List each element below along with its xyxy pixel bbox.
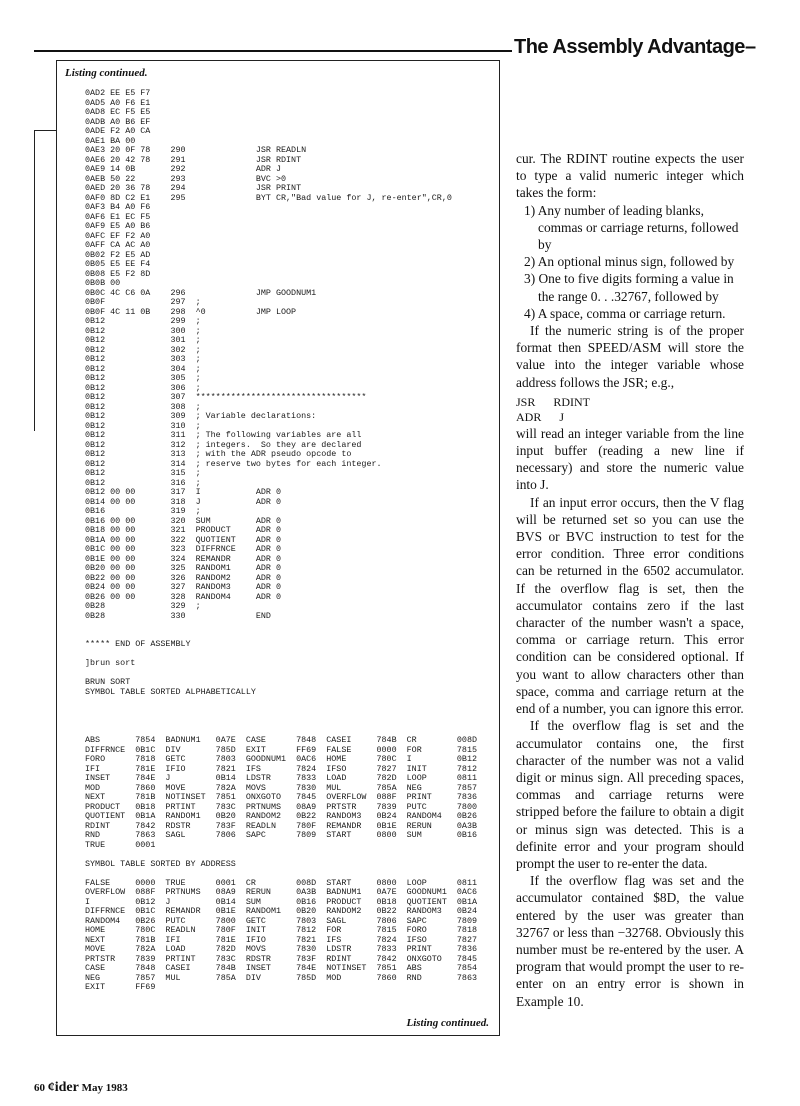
- article-paragraph: If the overflow flag was set and the accumulator contained $8D, the value entered by the user was greater than 32767 or less than −32768. Obviously this number must be re-entered by the user. A program that would prompt the user to re-enter on an entry error is shown in Example 10.: [516, 873, 744, 1009]
- list-item: 3) One to five digits forming a value in the range 0. . .32767, followed by: [524, 271, 734, 304]
- article-paragraph: will read an integer variable from the line input buffer (reading a new line if necessary) and store the numeric value into J.: [516, 425, 744, 493]
- header-rule: [34, 50, 512, 52]
- page-number: 60: [34, 1082, 45, 1094]
- listing-caption-top: Listing continued.: [65, 67, 148, 79]
- article-column: [516, 150, 744, 1010]
- article-paragraph: cur. The RDINT routine expects the user to type a valid numeric integer which takes the form:: [516, 151, 744, 201]
- symbol-tables: ABS 7854 BADNUM1 0A7E CASE 7848 CASEI 784B CR 008D DIFFRNCE 0B1C DIV 785D EXIT FF69 FALSE 0000 FOR 7815 FORO 7818 GETC 7803 GOODNUM1 0AC6 HOME 780C I 0B12 IFI 781E IFIO 7821 IFS 7824 IFSO 7827 INIT 7812 INSET 784E J 0B14 LDSTR 7833 LOAD 782D LOOP 0811 MOD 7860 MOVE 782A MOVS 7830 MUL 785A NEG 7857 NEXT 781B NOTINSET 7851 ONXGOTO 7845 OVERFLOW 088F PRINT 7836 PRODUCT 0B18 PRTINT 783C PRTNUMS 08A9 PRTSTR 7839 PUTC 7800 QUOTIENT 0B1A RANDOM1 0B20 RANDOM2 0B22 RANDOM3 0B24 RANDOM4 0B26 RDINT 7842 RDSTR 783F READLN 780F REMANDR 0B1E RERUN 0A3B RND 7863 SAGL 7806 SAPC 7809 START 0800 SUM 0B16 TRUE 0001 SYMBOL TABLE SORTED BY ADDRESS FALSE 0000 TRUE 0001 CR 008D START 0800 LOOP 0811 OVERFLOW 088F PRTNUMS 08A9 RERUN 0A3B BADNUM1 0A7E GOODNUM1 0AC6 I 0B12 J 0B14 SUM 0B16 PRODUCT 0B18 QUOTIENT 0B1A DIFFRNCE 0B1C REMANDR 0B1E RANDOM1 0B20 RANDOM2 0B22 RANDOM3 0B24 RANDOM4 0B26 PUTC 7800 GETC 7803 SAGL 7806 SAPC 7809 HOME 780C READLN 780F INIT 7812 FOR 7815 FORO 7818 NEXT 781B IFI 781E IFIO 7821 IFS 7824 IFSO 7827 MOVE 782A LOAD 782D MOVS 7830 LDSTR 7833 PRINT 7836 PRTSTR 7839 PRTINT 783C RDSTR 783F RDINT 7842 ONXGOTO 7845 CASE 7848 CASEI 784B INSET 784E NOTINSET 7851 ABS 7854 NEG 7857 MUL 785A DIV 785D MOD 7860 RND 7863 EXIT FF69: [85, 735, 478, 992]
- listing-box: [56, 60, 500, 1036]
- list-item: 1) Any number of leading blanks, commas or carriage returns, followed by: [524, 202, 739, 253]
- article-paragraph: If the overflow flag is set and the accumulator contains one, the first character of the number was not a valid digit or minus sign. All preceding spaces, commas and carriage returns were stripped before the failure to obtain a digit or minus sign was detected. This is a definite error and your program should prompt the user to re-enter the data.: [516, 718, 744, 871]
- issue-date: May 1983: [81, 1082, 128, 1094]
- article-paragraph: If an input error occurs, then the V flag will be returned set so you can use the BVS or BVC instruction to test for the error condition. Three error conditions can be returned in the 6502 accumulator. If the overflow flag is set, then the accumulator contains zero if the last character of the number wasn't a space, comma or carriage return. This error condition can be considered optional. If you want to allow characters other than space, comma and carriage return at the end of a number, you can ignore this error.: [516, 494, 744, 717]
- list-item: 2) An optional minus sign, followed by: [524, 254, 735, 270]
- header-title-text: The Assembly Advantage: [514, 36, 745, 58]
- input-format-list: [516, 202, 744, 322]
- magazine-logo: ¢ider: [47, 1080, 79, 1095]
- asm-example: JSR RDINT ADR J: [516, 394, 591, 424]
- assembly-listing: 0AD2 EE E5 F7 0AD5 A0 F6 E1 0AD8 EC F5 E5 0ADB A0 B6 EF 0ADE F2 A0 CA 0AE1 BA 00 0AE3 20 0F 78 290 JSR READLN 0AE6 20 42 78 291 JSR RDINT 0AE9 14 0B 292 ADR J 0AEB 50 22 293 BVC >0 0AED 20 36 78 294 JSR PRINT 0AF0 8D C2 E1 295 BYT CR,"Bad value for J, re-enter",CR,0 0AF3 B4 A0 F6 0AF6 E1 EC F5 0AF9 E5 A0 B6 0AFC EF F2 A0 0AFF CA AC A0 0B02 F2 E5 AD 0B05 E5 EE F4 0B08 E5 F2 8D 0B0B 00 0B0C 4C C6 0A 296 JMP GOODNUM1 0B0F 297 ; 0B0F 4C 11 0B 298 ^0 JMP LOOP 0B12 299 ; 0B12 300 ; 0B12 301 ; 0B12 302 ; 0B12 303 ; 0B12 304 ; 0B12 305 ; 0B12 306 ; 0B12 307 ********************************** 0B12 308 ; 0B12 309 ; Variable declarations: 0B12 310 ; 0B12 311 ; The following variables are all 0B12 312 ; integers. So they are declared 0B12 313 ; with the ADR pseudo opcode to 0B12 314 ; reserve two bytes for each integer. 0B12 315 ; 0B12 316 ; 0B12 00 00 317 I ADR 0 0B14 00 00 318 J ADR 0 0B16 319 ; 0B16 00 00 320 SUM ADR 0 0B18 00 00 321 PRODUCT ADR 0 0B1A 00 00 322 QUOTIENT ADR 0 0B1C 00 00 323 DIFFRNCE ADR 0 0B1E 00 00 324 REMANDR ADR 0 0B20 00 00 325 RANDOM1 ADR 0 0B22 00 00 326 RANDOM2 ADR 0 0B24 00 00 327 RANDOM3 ADR 0 0B26 00 00 328 RANDOM4 ADR 0 0B28 329 ; 0B28 330 END ***** END OF ASSEMBLY ]brun sort BRUN SORT SYMBOL TABLE SORTED ALPHABETICALLY: [85, 88, 452, 697]
- running-header-title: The Assembly Advantage–: [514, 36, 756, 58]
- article-paragraph: If the numeric string is of the proper format then SPEED/ASM will store the value into the integer variable whose address follows the JSR; e.g.,: [516, 323, 744, 390]
- list-item: 4) A space, comma or carriage return.: [524, 305, 726, 321]
- page-footer: [34, 1080, 128, 1096]
- listing-caption-bottom: Listing continued.: [406, 1017, 489, 1029]
- listing-bracket: [34, 130, 57, 431]
